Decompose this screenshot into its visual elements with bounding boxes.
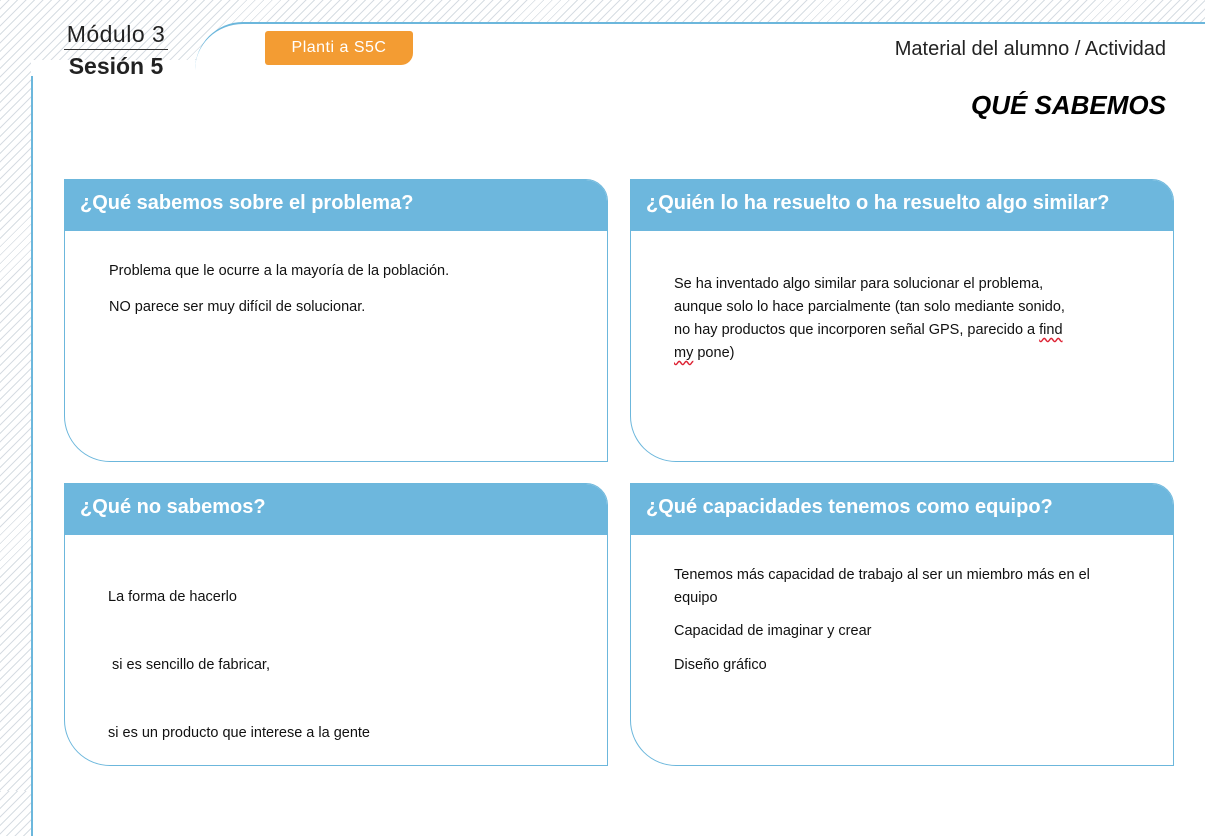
card-heading: ¿Quién lo ha resuelto o ha resuelto algo similar? (631, 180, 1173, 231)
card-line: Tenemos más capacidad de trabajo al ser un miembro más en el equipo (674, 567, 1090, 606)
worksheet-tab[interactable]: Planti a S5C (265, 31, 413, 65)
card-line: Diseño gráfico (674, 657, 767, 673)
card-line: si es un producto que interese a la gente (108, 725, 370, 741)
material-label: Material del alumno / Actividad (894, 38, 1166, 60)
module-divider (64, 49, 168, 50)
card-paragraph (674, 273, 1073, 365)
card-what-we-know (64, 179, 608, 462)
page-title: QUÉ SABEMOS (970, 90, 1166, 120)
card-line: Problema que le ocurre a la mayoría de la población. (109, 263, 450, 279)
card-heading: ¿Qué capacidades tenemos como equipo? (631, 484, 1173, 535)
card-line: Capacidad de imaginar y crear (674, 623, 872, 639)
card-team-capabilities (630, 483, 1174, 766)
card-heading: ¿Qué sabemos sobre el problema? (65, 180, 607, 231)
card-heading: ¿Qué no sabemos? (65, 484, 607, 535)
card-body[interactable] (65, 231, 607, 318)
card-text: pone) (693, 345, 735, 361)
session-label: Sesión 5 (68, 53, 164, 79)
card-body[interactable] (65, 535, 607, 766)
card-what-we-dont-know (64, 483, 608, 766)
card-text: Se ha inventado algo similar para solucionar el problema, aunque solo lo hace parcialmente (tan solo mediante sonido, no hay productos que incorporen señal GPS, parecido a (674, 276, 1065, 338)
module-session-block (60, 20, 172, 80)
spellcheck-flagged-text: find my (674, 322, 1063, 361)
card-line: si es sencillo de fabricar, (108, 657, 270, 673)
module-label: Módulo 3 (66, 21, 166, 47)
card-body[interactable] (631, 231, 1173, 365)
card-body[interactable] (631, 535, 1173, 676)
card-who-solved-it (630, 179, 1174, 462)
card-line: La forma de hacerlo (108, 589, 237, 605)
card-line: NO parece ser muy difícil de solucionar. (109, 299, 366, 315)
